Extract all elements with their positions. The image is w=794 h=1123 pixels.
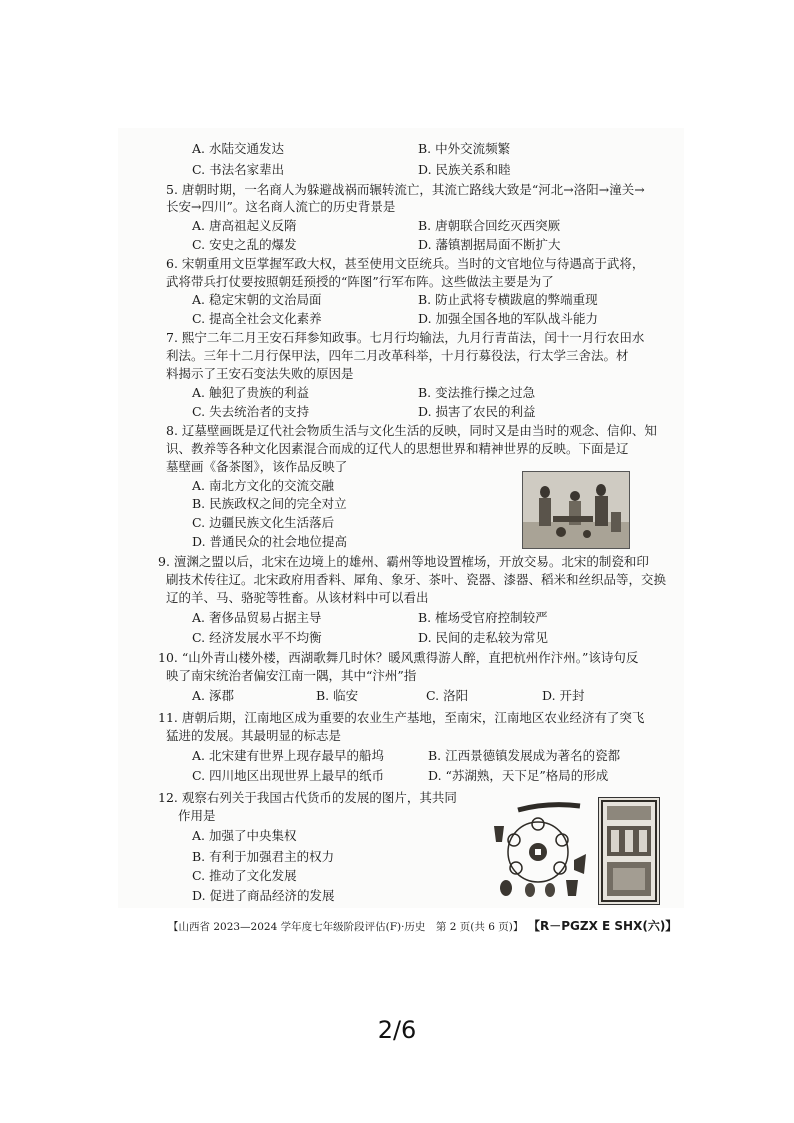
q9-option-c: C. 经济发展水平不均衡	[192, 630, 322, 645]
q10-option-b: B. 临安	[316, 688, 359, 703]
q8-option-d: D. 普通民众的社会地位提高	[192, 534, 348, 549]
q4-option-c: C. 书法名家辈出	[192, 162, 285, 177]
q5-option-d: D. 藩镇割据局面不断扩大	[418, 237, 561, 252]
q12-stem-line1: 12. 观察右列关于我国古代货币的发展的图片，其共同	[158, 790, 457, 805]
exam-footer-info: 【山西省 2023—2024 学年度七年级阶段评估(F)·历史 第 2 页(共 6 页)】	[168, 921, 524, 933]
q11-option-a: A. 北宋建有世界上现存最早的船坞	[192, 748, 384, 763]
q11-option-b: B. 江西景德镇发展成为著名的瓷都	[428, 748, 621, 763]
q6-option-d: D. 加强全国各地的军队战斗能力	[418, 311, 599, 326]
q5-stem-line1: 5. 唐朝时期，一名商人为躲避战祸而辗转流亡，其流亡路线大致是“河北→洛阳→潼关→	[166, 182, 645, 197]
q6-option-c: C. 提高全社会文化素养	[192, 311, 322, 326]
q8-stem-line1: 8. 辽墓壁画既是辽代社会物质生活与文化生活的反映，同时又是由当时的观念、信仰、知	[166, 423, 657, 438]
q8-option-b: B. 民族政权之间的完全对立	[192, 496, 347, 511]
q4-option-b: B. 中外交流频繁	[418, 141, 511, 156]
q7-option-b: B. 变法推行操之过急	[418, 385, 536, 400]
q8-stem-line3: 墓壁画《备茶图》，该作品反映了	[166, 459, 348, 474]
q11-option-c: C. 四川地区出现世界上最早的纸币	[192, 768, 385, 783]
q11-stem-line1: 11. 唐朝后期，江南地区成为重要的农业生产基地，至南宋，江南地区农业经济有了突飞	[158, 710, 645, 725]
q8-option-c: C. 边疆民族文化生活落后	[192, 515, 335, 530]
q6-stem-line2: 武将带兵打仗要按照朝廷预授的“阵图”行军布阵。这些做法主要是为了	[166, 274, 554, 289]
exam-code: 【R－PGZX E SHX(六)】	[528, 919, 678, 933]
q10-option-a: A. 涿郡	[192, 688, 234, 703]
q12-option-b: B. 有利于加强君主的权力	[192, 849, 335, 864]
q8-stem-line2: 识、教养等各种文化因素混合而成的辽代人的思想世界和精神世界的反映。下面是辽	[166, 441, 629, 456]
q5-option-c: C. 安史之乱的爆发	[192, 237, 297, 252]
q7-stem-line2: 利法。三年十二月行保甲法，四年二月改革科举，十月行募役法，行太学三舍法。材	[166, 348, 629, 363]
q9-option-b: B. 榷场受官府控制较严	[418, 610, 548, 625]
q9-option-a: A. 奢侈品贸易占据主导	[192, 610, 322, 625]
q4-option-d: D. 民族关系和睦	[418, 162, 511, 177]
q11-stem-line2: 猛进的发展。其最明显的标志是	[166, 728, 342, 743]
q9-stem-line1: 9. 澶渊之盟以后，北宋在边境上的雄州、霸州等地设置榷场，开放交易。北宋的制瓷和印	[158, 554, 649, 569]
tea-preparation-mural-image	[522, 471, 630, 549]
q10-stem-line1: 10. “山外青山楼外楼，西湖歌舞几时休？暖风熏得游人醉，直把杭州作汴州。”该诗句反	[158, 650, 639, 665]
q9-stem-line2: 刷技术传往辽。北宋政府用香料、犀角、象牙、茶叶、瓷器、漆器、稻米和丝织品等，交换	[166, 572, 667, 587]
q9-stem-line3: 辽的羊、马、骆驼等牲畜。从该材料中可以看出	[166, 590, 429, 605]
q8-option-a: A. 南北方文化的交流交融	[192, 478, 334, 493]
q11-option-d: D. “苏湖熟，天下足”格局的形成	[428, 768, 609, 783]
q10-stem-line2: 映了南宋统治者偏安江南一隅，其中“汴州”指	[166, 668, 417, 683]
q12-option-d: D. 促进了商品经济的发展	[192, 888, 335, 903]
q10-option-c: C. 洛阳	[426, 688, 469, 703]
q7-option-a: A. 触犯了贵族的利益	[192, 385, 309, 400]
q7-option-c: C. 失去统治者的支持	[192, 404, 310, 419]
q4-option-a: A. 水陆交通发达	[192, 141, 284, 156]
q9-option-d: D. 民间的走私较为常见	[418, 630, 549, 645]
q7-stem-line3: 料揭示了王安石变法失败的原因是	[166, 366, 354, 381]
q5-option-b: B. 唐朝联合回纥灭西突厥	[418, 218, 561, 233]
q10-option-d: D. 开封	[542, 688, 585, 703]
q7-option-d: D. 损害了农民的利益	[418, 404, 536, 419]
ancient-currency-image	[488, 800, 592, 900]
q6-stem-line1: 6. 宋朝重用文臣掌握军政大权，甚至使用文臣统兵。当时的文官地位与待遇高于武将，	[166, 256, 645, 271]
q7-stem-line1: 7. 熙宁二年二月王安石拜参知政事。七月行均输法，九月行青苗法，闰十一月行农田水	[166, 330, 645, 345]
q12-stem-line2: 作用是	[178, 808, 216, 823]
paper-money-jiaozi-image	[598, 797, 660, 905]
q5-stem-line2: 长安→四川”。这名商人流亡的历史背景是	[166, 199, 396, 214]
q5-option-a: A. 唐高祖起义反隋	[192, 218, 297, 233]
q12-option-c: C. 推动了文化发展	[192, 868, 297, 883]
q12-option-a: A. 加强了中央集权	[192, 828, 297, 843]
page-indicator: 2/6	[377, 1016, 417, 1044]
q6-option-b: B. 防止武将专横跋扈的弊端重现	[418, 292, 598, 307]
q6-option-a: A. 稳定宋朝的文治局面	[192, 292, 322, 307]
